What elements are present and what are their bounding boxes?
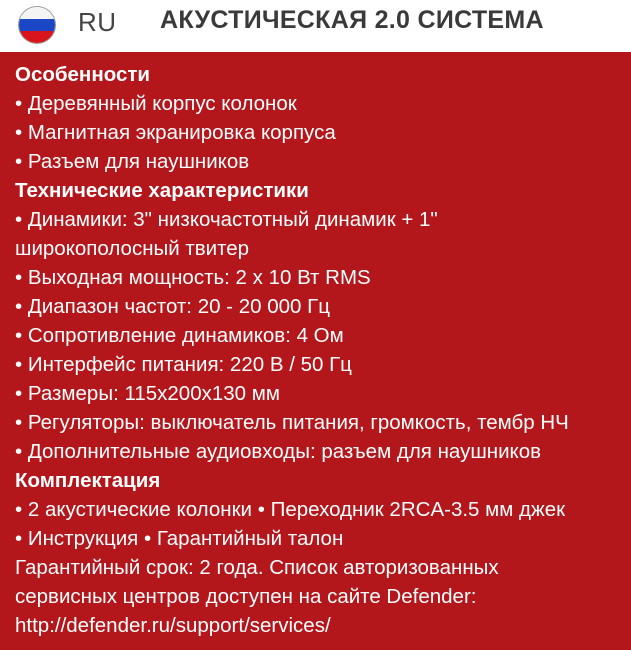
russia-flag-icon <box>19 7 55 43</box>
spec-line: • Регуляторы: выключатель питания, громкость, тембр НЧ <box>15 411 569 434</box>
spec-line: • Размеры: 115x200x130 мм <box>15 382 280 405</box>
spec-line: • Магнитная экранировка корпуса <box>15 121 336 144</box>
section-heading: Комплектация <box>15 469 161 492</box>
spec-line: • Динамики: 3" низкочастотный динамик + 1" <box>15 208 438 231</box>
spec-line: широкополосный твитер <box>15 237 250 260</box>
spec-line: • Сопротивление динамиков: 4 Ом <box>15 324 344 347</box>
spec-line: • Разъем для наушников <box>15 150 250 173</box>
header-bar <box>0 0 631 52</box>
section-heading: Технические характеристики <box>15 179 309 202</box>
spec-line: • Интерфейс питания: 220 В / 50 Гц <box>15 353 352 376</box>
spec-line: • Дополнительные аудиовходы: разъем для наушников <box>15 440 542 463</box>
spec-line: • Деревянный корпус колонок <box>15 92 297 115</box>
spec-line: сервисных центров доступен на сайте Defender: <box>15 585 477 608</box>
spec-line: Гарантийный срок: 2 года. Список авторизованных <box>15 556 499 579</box>
spec-line: • Диапазон частот: 20 - 20 000 Гц <box>15 295 330 318</box>
spec-line: http://defender.ru/support/services/ <box>15 614 331 637</box>
spec-line: • 2 акустические колонки • Переходник 2RCA-3.5 мм джек <box>15 498 566 521</box>
language-code: RU <box>78 7 117 37</box>
spec-line: • Инструкция • Гарантийный талон <box>15 527 344 550</box>
page-title: АКУСТИЧЕСКАЯ 2.0 СИСТЕМА <box>160 6 544 34</box>
section-heading: Особенности <box>15 63 150 86</box>
spec-line: • Выходная мощность: 2 х 10 Вт RMS <box>15 266 371 289</box>
spec-content <box>15 60 627 640</box>
